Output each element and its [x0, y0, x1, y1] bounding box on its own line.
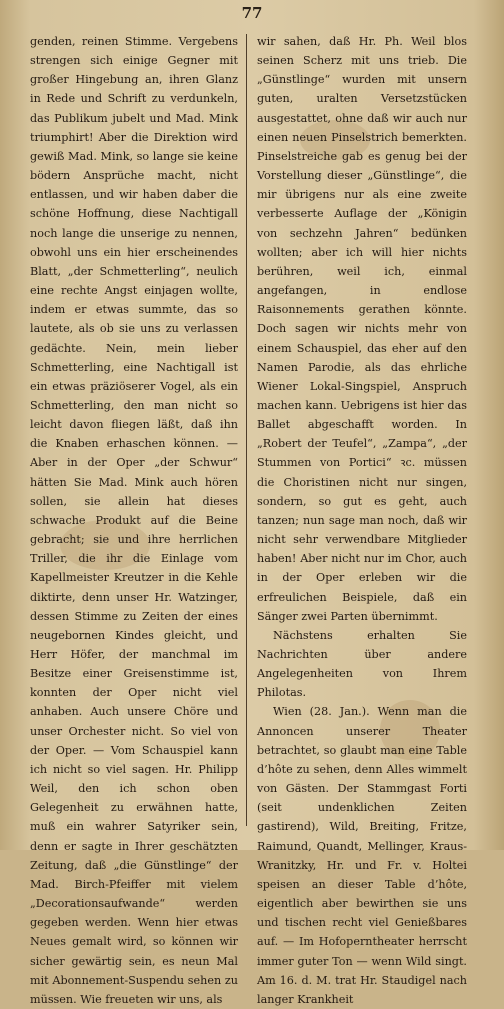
- right-column-paragraph: Nächstens erhalten Sie Nachrichten über andere Angelegenheiten von Ihrem Philotas.: [257, 628, 467, 700]
- left-column-text: genden, reinen Stimme. Vergebens strengen sich einige Gegner mit großer Hingebung an, ihren Glanz in Rede und Schrift zu verdunkeln, das Publikum jubelt und Mad. Mink triumphirt! Aber die Direktion wird gewiß Mad. Mink, so lange sie keine bödern Ansprüche macht, nicht entlassen, und wir haben daber die schöne Hoffnung, diese Nachtigall noch lange die unserige zu nennen, obwohl uns ein hier erscheinendes Blatt, „der Schmetterling“, neulich eine rechte Angst einjagen wollte, indem er etwas summte, das so lautete, als ob sie uns zu verlassen gedächte. Nein, mein lieber Schmetterling, eine Nachtigall ist ein etwas präziöserer Vogel, als ein Schmetterling, den man nicht so leicht davon fliegen läßt, daß ihn die Knaben erhaschen können. — Aber in der Oper „der Schwur“ hätten Sie Mad. Mink auch hören sollen, sie allein hat dieses schwache Produkt auf die Beine gebracht; sie und ihre herrlichen Triller, die ihr die Einlage vom Kapellmeister Kreutzer in die Kehle diktirte, denn unser Hr. Watzinger, dessen Stimme zu Zeiten der eines neugebornen Kindes gleicht, und Herr Höfer, der manchmal im Besitze einer Greisenstimme ist, konnten der Oper nicht viel anhaben. Auch unsere Chöre und unser Orchester nicht. So viel von der Oper. — Vom Schauspiel kann ich nicht so viel sagen. Hr. Philipp Weil, den ich schon oben Gelegenheit zu erwähnen hatte, muß ein wahrer Satyriker sein, denn er sagte in Ihrer geschätzten Zeitung, daß „die Günstlinge“ der Mad. Birch-Pfeiffer mit vielem „Decorationsaufwande“ werden gegeben werden. Wenn hier etwas Neues gemalt wird, so können wir sicher gewärtig sein, es neun Mal mit Abonnement-Suspendu sehen zu müssen. Wie freueten wir uns, als: [30, 35, 238, 1006]
- right-column-paragraph: Wien (28. Jan.). Wenn man die Annoncen unserer Theater betrachtet, so glaubt man eine Table d’hôte zu sehen, denn Alles wimmelt von Gästen. Der Stammgast Forti (seit undenklichen Zeiten gastirend), Wild, Breiting, Fritze, Raimund, Quandt, Mellinger, Kraus-Wranitzky, Hr. und Fr. v. Holtei speisen an dieser Table d’hôte, eigentlich aber bewirthen sie uns und tischen recht viel Genießbares auf. — Im Hofoperntheater herrscht immer guter Ton — wenn Wild singt. Am 16. d. M. trat Hr. Staudigel nach langer Krankheit: [257, 705, 467, 1006]
- right-column-paragraph: wir sahen, daß Hr. Ph. Weil blos seinen Scherz mit uns trieb. Die „Günstlinge“ wurden mit unsern guten, uralten Versetzstücken ausgestattet, ohne daß wir auch nur einen neuen Pinselstrich bemerkten. Pinselstreiche gab es genug bei der Vorstellung dieser „Günstlinge“, die mir übrigens nur als eine zweite verbesserte Auflage der „Königin von sechzehn Jahren“ bedünken wollten; aber ich will hier nichts berühren, weil ich, einmal angefangen, in endlose Raisonnements gerathen könnte. Doch sagen wir nichts mehr von einem Schauspiel, das eher auf den Namen Parodie, als das ehrliche Wiener Lokal-Singspiel, Anspruch machen kann. Uebrigens ist hier das Ballet abgeschafft worden. In „Robert der Teufel“, „Zampa“, „der Stummen von Portici“ ꝛc. müssen die Choristinen nicht nur singen, sondern, so gut es geht, auch tanzen; nun sage man noch, daß wir nicht sehr verwendbare Mitglieder haben! Aber nicht nur im Chor, auch in der Oper erleben wir die erfreulichen Beispiele, daß ein Sänger zwei Parten übernimmt.: [257, 35, 467, 623]
- left-column: [30, 32, 238, 1009]
- page-number: 77: [241, 4, 263, 22]
- right-column: [257, 32, 467, 1009]
- column-divider: [246, 34, 247, 826]
